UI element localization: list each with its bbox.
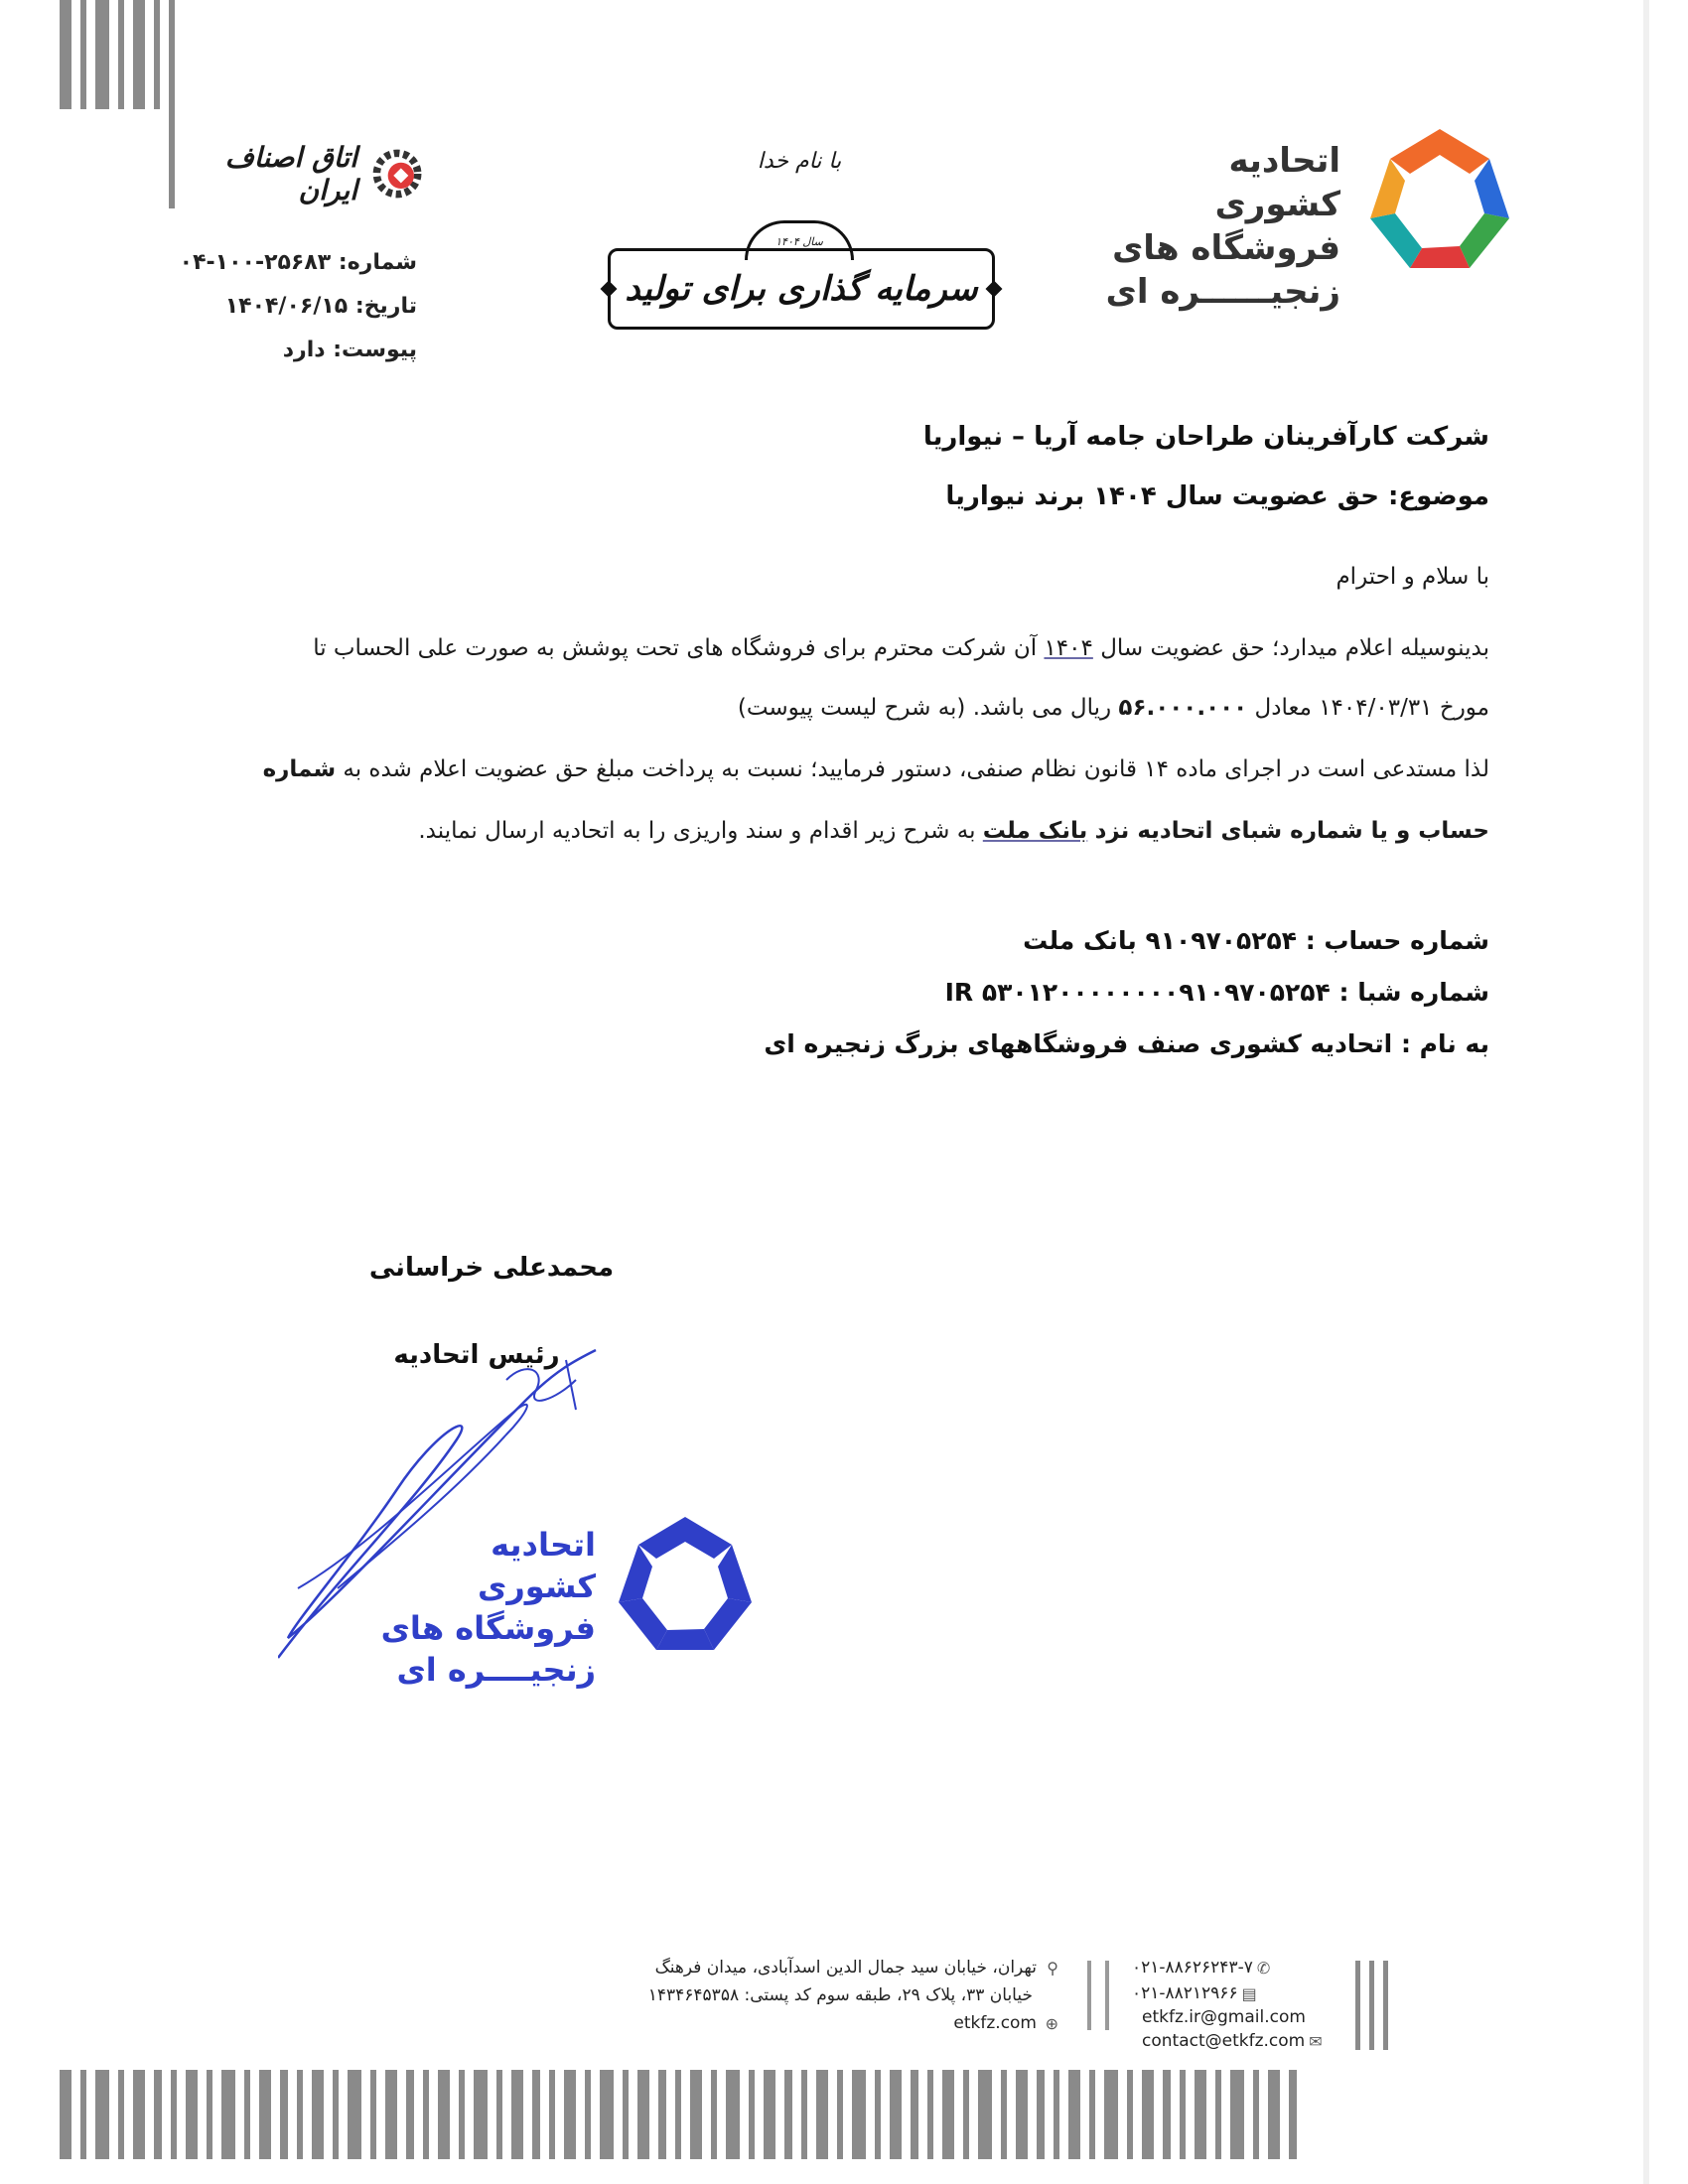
stamp-line-3: زنجیــــره ای xyxy=(396,1651,596,1689)
stamp-line-1: اتحادیه کشوری xyxy=(478,1526,596,1605)
payee-name: به نام : اتحادیه کشوری صنف فروشگاههای بزرگ زنجیره ای xyxy=(764,1029,1489,1058)
account-number: شماره حساب : ۹۱۰۹۷۰۵۲۵۴ بانک ملت xyxy=(1023,926,1489,955)
footer-website: ⊕etkfz.com xyxy=(953,2013,1058,2033)
top-right-edge xyxy=(1643,0,1649,2184)
bottom-barcode-decoration xyxy=(60,2070,1306,2159)
union-name-line-3: زنجیــــــره ای xyxy=(1105,272,1340,312)
union-stamp-logo-icon xyxy=(611,1509,760,1668)
letter-date: تاریخ: ۱۴۰۴/۰۶/۱۵ xyxy=(224,294,417,319)
greeting: با سلام و احترام xyxy=(1336,564,1489,590)
bank-name: بانک ملت xyxy=(982,818,1088,844)
footer-divider xyxy=(1087,1961,1109,2030)
footer-email-2: contact@etkfz.com ✉ xyxy=(1142,2031,1340,2051)
web-icon: ⊕ xyxy=(1045,2014,1058,2033)
paragraph-line-4: حساب و یا شماره شبای اتحادیه نزد بانک ملت به شرح زیر اقدام و سند واریزی را به اتحادیه ارسال نمایند. xyxy=(418,818,1489,844)
fax-icon: ▤ xyxy=(1241,1984,1257,2003)
union-logo-icon xyxy=(1360,119,1519,288)
phone-icon: ✆ xyxy=(1256,1959,1271,1978)
signatory-name: محمدعلی خراسانی xyxy=(368,1253,615,1283)
sheba-number: شماره شبا : IR ۵۳۰۱۲۰۰۰۰۰۰۰۰۹۱۰۹۷۰۵۲۵۴ xyxy=(944,978,1489,1007)
bismillah: با نام خدا xyxy=(757,149,842,174)
footer-phone-1: ۰۲۱-۸۸۶۲۶۲۴۳-۷ ✆ xyxy=(1132,1958,1331,1978)
footer-address-1: ⚲تهران، خیابان سید جمال الدین اسدآبادی، میدان فرهنگ xyxy=(654,1958,1058,1978)
union-name-line-2: فروشگاه های xyxy=(1112,228,1340,268)
slogan-banner xyxy=(608,248,995,330)
footer-right-bars xyxy=(1355,1961,1397,2050)
footer-email-1: etkfz.ir@gmail.com xyxy=(1142,2007,1306,2027)
slogan-text: سرمایه گذاری برای تولید xyxy=(625,269,978,309)
chamber-logo-text: اتاق اصناف ایران xyxy=(224,141,357,206)
union-name-line-1: اتحادیه کشوری xyxy=(1214,141,1340,224)
stamp-line-2: فروشگاه های xyxy=(380,1609,596,1647)
signatory-title: رئیس اتحادیه xyxy=(393,1340,560,1370)
membership-amount: ۵۶.۰۰۰.۰۰۰ xyxy=(1118,695,1248,721)
membership-year: ۱۴۰۴ xyxy=(1044,635,1093,661)
recipient: شرکت کارآفرینان طراحان جامه آریا – نیواریا xyxy=(922,422,1489,452)
gear-logo-icon xyxy=(367,142,427,205)
paragraph-line-3: لذا مستدعی است در اجرای ماده ۱۴ قانون نظام صنفی، دستور فرمایید؛ نسبت به پرداخت مبلغ حق عضویت اعلام شده به شماره xyxy=(262,756,1489,782)
footer-address-2: خیابان ۳۳، پلاک ۲۹، طبقه سوم کد پستی: ۱۴۳۴۶۴۵۳۵۸ xyxy=(647,1985,1033,2005)
location-icon: ⚲ xyxy=(1047,1959,1058,1978)
banner-year-text: سال ۱۴۰۴ xyxy=(775,235,823,248)
union-stamp-text xyxy=(367,1524,596,1691)
footer-phone-2: ۰۲۱-۸۸۲۱۲۹۶۶ ▤ xyxy=(1132,1983,1331,2003)
email-icon: ✉ xyxy=(1309,2032,1323,2051)
letter-attachment: پیوست: دارد xyxy=(282,338,417,362)
paragraph-line-1: بدینوسیله اعلام میدارد؛ حق عضویت سال ۱۴۰۴ آن شرکت محترم برای فروشگاه های تحت پوشش به صورت علی الحساب تا xyxy=(313,635,1489,661)
top-barcode-decoration xyxy=(60,0,184,208)
chamber-logo xyxy=(169,139,427,208)
paragraph-line-2: مورخ ۱۴۰۴/۰۳/۳۱ معادل ۵۶.۰۰۰.۰۰۰ ریال می باشد. (به شرح لیست پیوست) xyxy=(737,695,1489,721)
letter-number: شماره: ۲۵۶۸۳-۱۰۰-۰۴ xyxy=(179,250,417,275)
subject: موضوع: حق عضویت سال ۱۴۰۴ برند نیواریا xyxy=(945,481,1489,511)
union-name xyxy=(1092,139,1340,314)
